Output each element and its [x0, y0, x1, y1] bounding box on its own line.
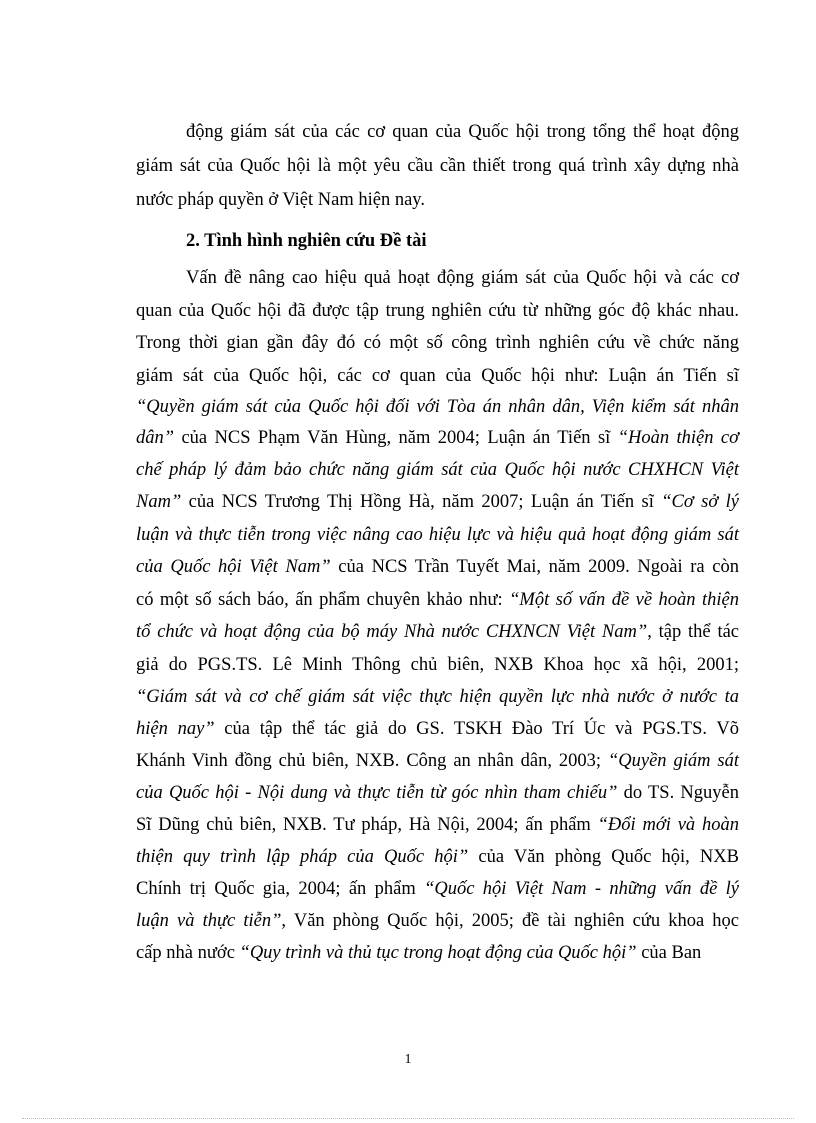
- paragraph-line: hiện nay” của tập thể tác giả do GS. TSKH Đào Trí Úc và PGS.TS. Võ: [136, 719, 739, 739]
- paragraph-line: dân” của NCS Phạm Văn Hùng, năm 2004; Luận án Tiến sĩ “Hoàn thiện cơ: [136, 428, 739, 448]
- paragraph-line: động giám sát của các cơ quan của Quốc hội trong tổng thể hoạt động: [186, 122, 739, 142]
- paragraph-line: tổ chức và hoạt động của bộ máy Nhà nước CHXNCN Việt Nam”, tập thể tác: [136, 622, 740, 642]
- paragraph-line: quan của Quốc hội đã được tập trung nghiên cứu từ những góc độ khác nhau.: [136, 301, 739, 321]
- paragraph-line: giám sát của Quốc hội, các cơ quan của Quốc hội như: Luận án Tiến sĩ: [136, 366, 739, 386]
- page-number: 1: [404, 1052, 412, 1067]
- paragraph-line: luận và thực tiễn trong việc nâng cao hiệu lực và hiệu quả hoạt động giám sát: [136, 525, 739, 545]
- paragraph-line: Trong thời gian gần đây đó có một số công trình nghiên cứu về chức năng: [136, 333, 739, 353]
- paragraph-line: Vấn đề nâng cao hiệu quả hoạt động giám sát của Quốc hội và các cơ: [186, 268, 739, 288]
- paragraph-line: giám sát của Quốc hội là một yêu cầu cần thiết trong quá trình xây dựng nhà: [136, 156, 739, 176]
- paragraph-line: chế pháp lý đảm bảo chức năng giám sát của Quốc hội nước CHXHCN Việt: [136, 460, 739, 480]
- paragraph-line: cấp nhà nước “Quy trình và thủ tục trong hoạt động của Quốc hội” của Ban: [136, 943, 702, 963]
- paragraph-line: Sĩ Dũng chủ biên, NXB. Tư pháp, Hà Nội, 2004; ấn phẩm “Đổi mới và hoàn: [136, 815, 740, 835]
- paragraph-line: Khánh Vinh đồng chủ biên, NXB. Công an nhân dân, 2003; “Quyền giám sát: [136, 751, 739, 771]
- paragraph-line: giả do PGS.TS. Lê Minh Thông chủ biên, NXB Khoa học xã hội, 2001;: [136, 655, 739, 675]
- paragraph-line: luận và thực tiễn”, Văn phòng Quốc hội, 2005; đề tài nghiên cứu khoa học: [136, 911, 739, 931]
- paragraph-line: Chính trị Quốc gia, 2004; ấn phẩm “Quốc hội Việt Nam - những vấn đề lý: [136, 879, 739, 899]
- paragraph-line: nước pháp quyền ở Việt Nam hiện nay.: [136, 190, 425, 210]
- paragraph-line: Nam” của NCS Trương Thị Hồng Hà, năm 2007; Luận án Tiến sĩ “Cơ sở lý: [136, 492, 739, 512]
- paragraph-line: “Quyền giám sát của Quốc hội đối với Tòa án nhân dân, Viện kiểm sát nhân: [136, 397, 739, 417]
- paragraph-line: của Quốc hội - Nội dung và thực tiễn từ góc nhìn tham chiếu” do TS. Nguyễn: [136, 783, 739, 803]
- paragraph-line: có một số sách báo, ấn phẩm chuyên khảo như: “Một số vấn đề về hoàn thiện: [136, 590, 740, 610]
- section-heading: 2. Tình hình nghiên cứu Đề tài: [186, 231, 427, 251]
- paragraph-line: của Quốc hội Việt Nam” của NCS Trần Tuyết Mai, năm 2009. Ngoài ra còn: [136, 557, 739, 577]
- page-bottom-rule: [22, 1118, 794, 1119]
- paragraph-line: “Giám sát và cơ chế giám sát việc thực hiện quyền lực nhà nước ở nước ta: [136, 687, 739, 707]
- paragraph-line: thiện quy trình lập pháp của Quốc hội” của Văn phòng Quốc hội, NXB: [136, 847, 739, 867]
